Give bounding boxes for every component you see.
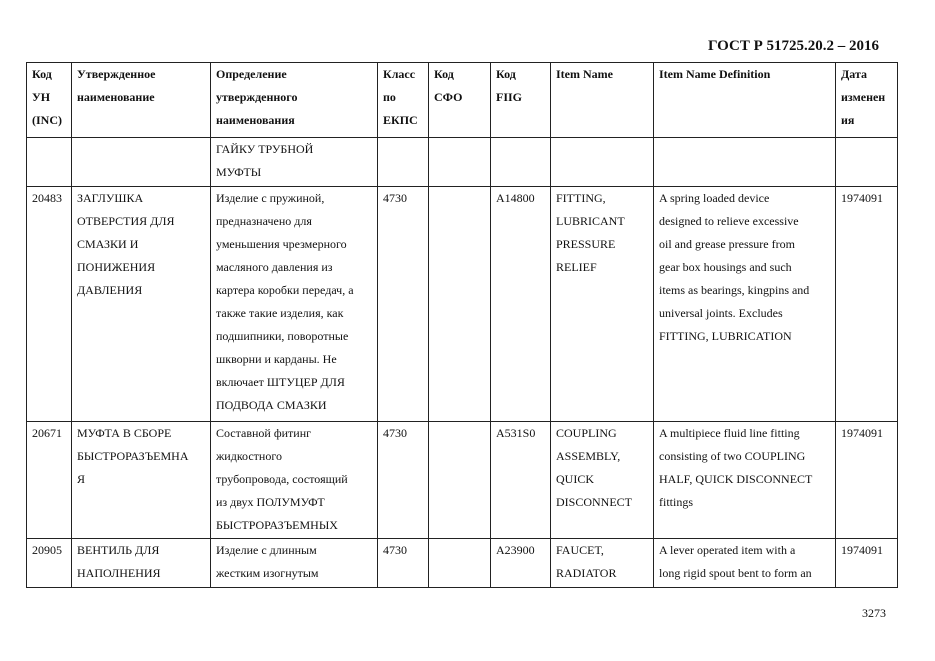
header-fiig-code-text: Код FIIG — [496, 67, 523, 104]
header-class-text: Класс по ЕКПС — [383, 67, 418, 127]
cell-item-name-definition — [654, 187, 836, 422]
catalog-table — [26, 62, 898, 588]
cell-item-name — [551, 187, 654, 422]
cell-text: Изделие с длинным жестким изогнутым — [216, 543, 319, 580]
cell-inc-code — [27, 422, 72, 539]
cell-item-name-definition — [654, 539, 836, 588]
header-inc-code — [27, 63, 72, 138]
cell-text: A14800 — [496, 191, 535, 205]
cell-sfo-code — [429, 539, 491, 588]
header-approved-name — [72, 63, 211, 138]
document-title: ГОСТ Р 51725.20.2 – 2016 — [708, 38, 880, 54]
cell-text: Составной фитинг жидкостного трубопровода, состоящий из двух ПОЛУМУФТ БЫСТРОРАЗЪЕМНЫХ — [216, 426, 348, 532]
header-item-name-text: Item Name — [556, 67, 613, 81]
table-row — [27, 187, 898, 422]
cell-text: 20483 — [32, 191, 62, 205]
cell-definition — [211, 539, 378, 588]
cell-item-name-definition — [654, 138, 836, 187]
header-approved-name-text: Утвержденное наименование — [77, 67, 156, 104]
cell-change-date — [836, 539, 898, 588]
cell-text: ВЕНТИЛЬ ДЛЯ НАПОЛНЕНИЯ — [77, 543, 161, 580]
cell-approved-name — [72, 187, 211, 422]
cell-text: A531S0 — [496, 426, 536, 440]
cell-definition — [211, 138, 378, 187]
cell-definition — [211, 187, 378, 422]
header-inc-code-text: Код УН (INC) — [32, 67, 62, 127]
header-fiig-code — [491, 63, 551, 138]
cell-approved-name — [72, 539, 211, 588]
page-number: 3273 — [862, 606, 886, 620]
header-change-date — [836, 63, 898, 138]
cell-item-name — [551, 422, 654, 539]
cell-fiig-code — [491, 138, 551, 187]
header-sfo-code-text: Код СФО — [434, 67, 463, 104]
cell-fiig-code — [491, 422, 551, 539]
cell-inc-code — [27, 138, 72, 187]
cell-text: A multipiece fluid line fitting consisting of two COUPLING HALF, QUICK DISCONNECT fittings — [659, 426, 813, 509]
cell-sfo-code — [429, 187, 491, 422]
header-change-date-text: Дата изменен ия — [841, 67, 886, 127]
cell-approved-name — [72, 422, 211, 539]
cell-fiig-code — [491, 187, 551, 422]
cell-class — [378, 422, 429, 539]
cell-class — [378, 539, 429, 588]
cell-change-date — [836, 138, 898, 187]
cell-text: 1974091 — [841, 543, 883, 557]
cell-text: 20671 — [32, 426, 62, 440]
table-row — [27, 539, 898, 588]
cell-text: Изделие с пружиной, предназначено для уменьшения чрезмерного масляного давления из картера коробки передач, а также такие изделия, как подшипники, поворотные шкворни и карданы. Не включает ШТУЦЕР ДЛЯ ПОДВОДА СМАЗКИ — [216, 191, 354, 412]
cell-text: COUPLING ASSEMBLY, QUICK DISCONNECT — [556, 426, 633, 509]
cell-sfo-code — [429, 422, 491, 539]
header-item-name-definition-text: Item Name Definition — [659, 67, 771, 81]
cell-inc-code — [27, 187, 72, 422]
cell-sfo-code — [429, 138, 491, 187]
cell-approved-name — [72, 138, 211, 187]
cell-text: 1974091 — [841, 426, 883, 440]
cell-text: 1974091 — [841, 191, 883, 205]
table-header-row — [27, 63, 898, 138]
header-sfo-code — [429, 63, 491, 138]
cell-text: МУФТА В СБОРЕ БЫСТРОРАЗЪЕМНА Я — [77, 426, 189, 486]
header-definition-text: Определение утвержденного наименования — [216, 67, 298, 127]
table-row — [27, 422, 898, 539]
cell-text: 4730 — [383, 543, 407, 557]
cell-definition — [211, 422, 378, 539]
header-item-name-definition — [654, 63, 836, 138]
cell-change-date — [836, 422, 898, 539]
table-row — [27, 138, 898, 187]
cell-text: A spring loaded device designed to relieve excessive oil and grease pressure from gear box housings and such items as bearings, kingpins and universal joints. Excludes FITTING, LUBRICATION — [659, 191, 810, 343]
header-class — [378, 63, 429, 138]
cell-text: 4730 — [383, 426, 407, 440]
cell-text: 4730 — [383, 191, 407, 205]
cell-class — [378, 138, 429, 187]
cell-text: ГАЙКУ ТРУБНОЙ МУФТЫ — [216, 142, 314, 179]
cell-class — [378, 187, 429, 422]
cell-item-name — [551, 138, 654, 187]
cell-fiig-code — [491, 539, 551, 588]
cell-inc-code — [27, 539, 72, 588]
header-definition — [211, 63, 378, 138]
cell-item-name — [551, 539, 654, 588]
header-item-name — [551, 63, 654, 138]
cell-item-name-definition — [654, 422, 836, 539]
cell-text: ЗАГЛУШКА ОТВЕРСТИЯ ДЛЯ СМАЗКИ И ПОНИЖЕНИЯ ДАВЛЕНИЯ — [77, 191, 175, 297]
cell-text: FITTING, LUBRICANT PRESSURE RELIEF — [556, 191, 625, 274]
cell-text: FAUCET, RADIATOR — [556, 543, 617, 580]
cell-change-date — [836, 187, 898, 422]
cell-text: A lever operated item with a long rigid spout bent to form an — [659, 543, 812, 580]
cell-text: A23900 — [496, 543, 535, 557]
cell-text: 20905 — [32, 543, 62, 557]
